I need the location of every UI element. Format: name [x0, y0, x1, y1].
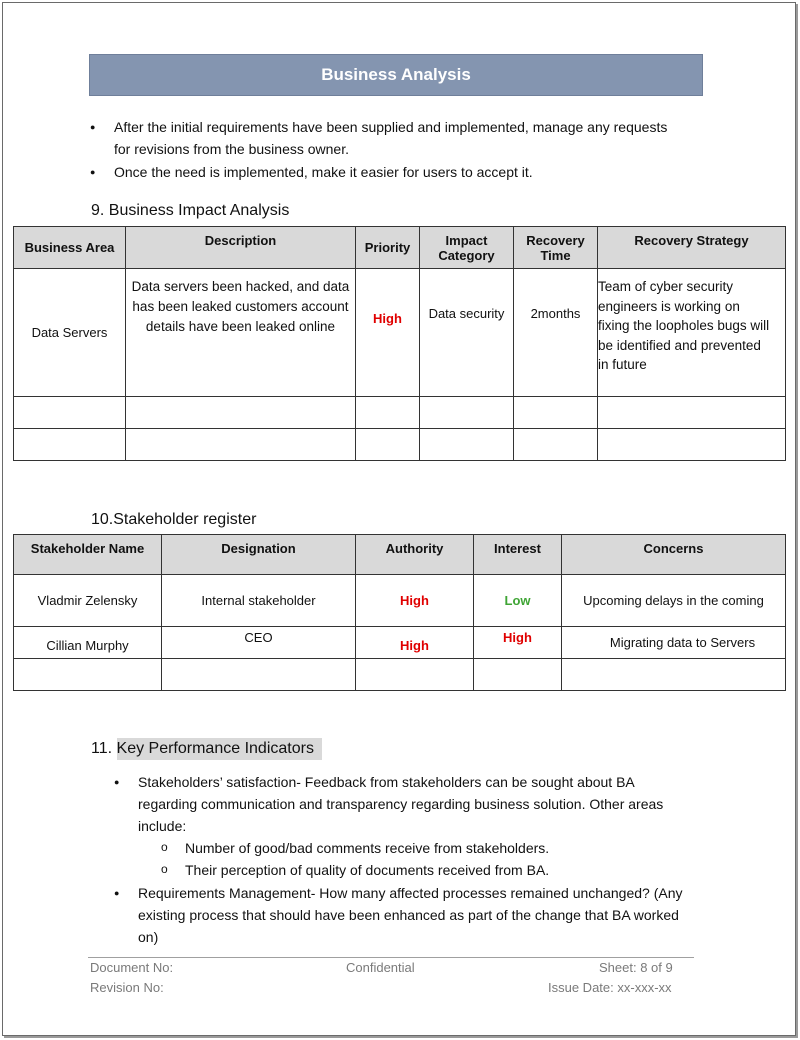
cell-interest — [474, 627, 562, 659]
strategy-line: be identified and prevented — [598, 337, 761, 353]
cell-concerns: Upcoming delays in the coming — [562, 575, 786, 627]
footer-divider — [88, 957, 694, 958]
cell-impact-category: Data security — [420, 269, 514, 397]
cell-authority — [356, 575, 474, 627]
bullet-icon: ● — [114, 888, 120, 898]
bullet-text-cont: include: — [138, 818, 187, 834]
cell-recovery-time: 2months — [514, 269, 598, 397]
priority-value: High — [373, 311, 402, 326]
desc-line: details have been leaked online — [145, 319, 336, 334]
business-impact-table — [13, 226, 786, 461]
authority-value: High — [400, 638, 429, 653]
bullet-text: Stakeholders’ satisfaction- Feedback from stakeholders can be sought about BA — [138, 774, 635, 790]
header-stakeholder-name: Stakeholder Name — [14, 535, 162, 575]
strategy-line: fixing the loopholes bugs will — [598, 318, 770, 333]
footer-document-no: Document No: — [90, 960, 174, 975]
header-recovery-strategy: Recovery Strategy — [598, 227, 786, 269]
section-11-number: 11. — [91, 740, 113, 757]
cell-interest — [474, 575, 562, 627]
header-impact-category: Impact Category — [420, 227, 514, 269]
table-row — [14, 627, 786, 659]
footer-revision-no: Revision No: — [90, 980, 164, 995]
empty-row — [14, 659, 786, 691]
cell-stakeholder-name: Cillian Murphy — [14, 627, 162, 659]
table-row — [14, 575, 786, 627]
section-9-title: 9. Business Impact Analysis — [91, 202, 290, 219]
cell-stakeholder-name: Vladmir Zelensky — [14, 575, 162, 627]
section-10-title: 10.Stakeholder register — [91, 511, 257, 528]
stakeholder-register-table — [13, 534, 786, 691]
cell-priority — [356, 269, 420, 397]
header-description: Description — [126, 227, 356, 269]
footer-confidential: Confidential — [346, 960, 415, 975]
empty-row — [14, 397, 786, 429]
header-priority: Priority — [356, 227, 420, 269]
empty-row — [14, 429, 786, 461]
bullet-icon: ● — [114, 777, 120, 787]
bullet-text: After the initial requirements have been supplied and implemented, manage any requests — [114, 119, 668, 135]
section-11-title — [91, 740, 322, 758]
header-designation: Designation — [162, 535, 356, 575]
cell-recovery-strategy — [598, 269, 786, 397]
bullet-icon: ● — [90, 122, 96, 132]
footer-sheet: Sheet: 8 of 9 — [599, 960, 673, 975]
interest-value: Low — [504, 593, 531, 608]
desc-line: Data servers been hacked, and data — [131, 279, 350, 294]
section-11-heading: Key Performance Indicators — [117, 738, 322, 760]
bullet-text-cont: regarding communication and transparency regarding business solution. Other areas — [138, 796, 664, 812]
sub-bullet-text: Number of good/bad comments receive from stakeholders. — [185, 840, 550, 856]
bullet-icon: ● — [90, 167, 96, 177]
strategy-line: Team of cyber security — [598, 279, 734, 294]
header-recovery-time: Recovery Time — [514, 227, 598, 269]
document-banner: Business Analysis — [89, 54, 703, 96]
strategy-line: engineers is working on — [598, 298, 740, 314]
interest-value: High — [503, 630, 532, 645]
cell-concerns: Migrating data to Servers — [562, 627, 786, 659]
sub-bullet-text: Their perception of quality of documents received from BA. — [185, 862, 550, 878]
header-interest: Interest — [474, 535, 562, 575]
sub-bullet-icon: o — [161, 840, 168, 854]
bullet-text: Once the need is implemented, make it easier for users to accept it. — [114, 164, 533, 180]
bullet-text: Requirements Management- How many affected processes remained unchanged? (Any — [138, 885, 683, 901]
desc-line: has been leaked customers account — [132, 299, 349, 314]
sub-bullet-icon: o — [161, 862, 168, 876]
header-business-area: Business Area — [14, 227, 126, 269]
header-authority: Authority — [356, 535, 474, 575]
bullet-text-cont: for revisions from the business owner. — [114, 141, 349, 157]
cell-description — [126, 269, 356, 397]
cell-designation: CEO — [162, 627, 356, 659]
cell-authority — [356, 627, 474, 659]
bullet-text-cont: on) — [138, 929, 159, 945]
bullet-text-cont: existing process that should have been enhanced as part of the change that BA worked — [138, 907, 679, 923]
cell-business-area: Data Servers — [14, 269, 126, 397]
strategy-line: in future — [598, 357, 647, 372]
cell-designation: Internal stakeholder — [162, 575, 356, 627]
header-concerns: Concerns — [562, 535, 786, 575]
authority-value: High — [400, 593, 429, 608]
footer-issue-date: Issue Date: xx-xxx-xx — [548, 980, 672, 995]
